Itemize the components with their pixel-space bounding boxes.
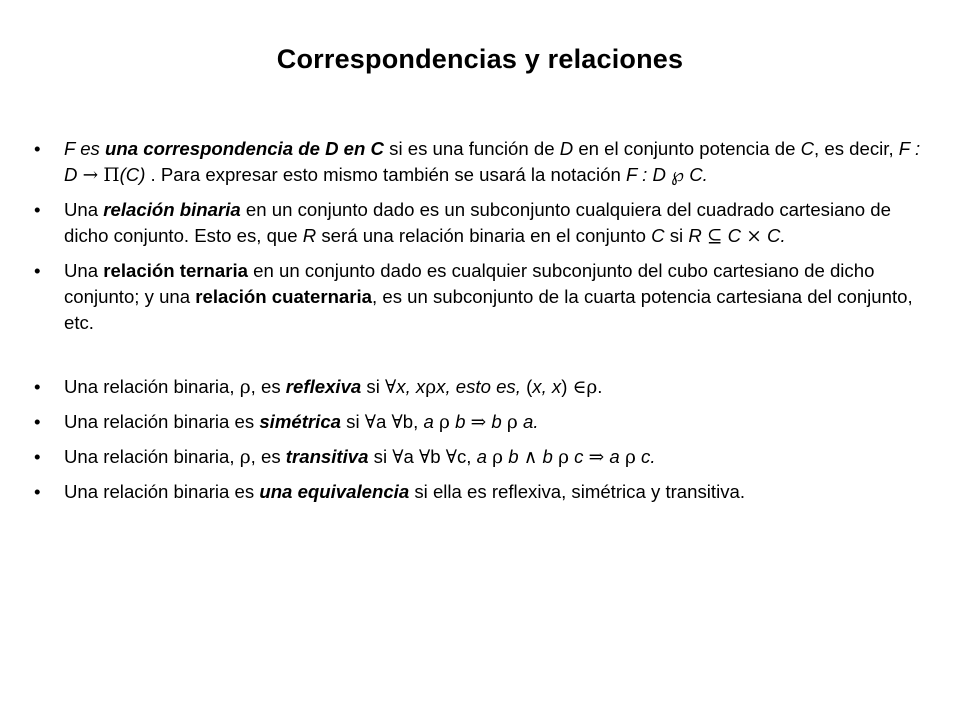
math-symbol: ∀: [364, 412, 377, 433]
math-symbol: ∈: [572, 377, 587, 398]
text-run: .: [597, 376, 603, 397]
text-run: , es decir,: [814, 138, 899, 159]
math-symbol: ⇒: [470, 412, 487, 433]
text-run: Una relación binaria,: [64, 376, 240, 397]
text-run: a: [423, 411, 439, 432]
math-symbol: ρ: [624, 447, 636, 468]
text-run: si: [664, 225, 689, 246]
bullet-item: [34, 374, 924, 401]
math-symbol: ρ: [425, 377, 437, 398]
math-symbol: ∧: [523, 447, 538, 468]
text-run: a: [604, 446, 625, 467]
text-run: relación cuaternaria: [195, 286, 373, 307]
text-run: b: [449, 411, 471, 432]
text-run: reflexiva: [285, 376, 362, 397]
bullet-item: [34, 136, 924, 189]
math-symbol: ρ: [438, 412, 450, 433]
math-symbol: ρ: [558, 447, 570, 468]
text-run: b: [486, 411, 507, 432]
text-run: R: [302, 225, 317, 246]
bullet-item: [34, 409, 924, 436]
bullet-item: [34, 197, 924, 250]
text-run: F es: [64, 138, 105, 159]
text-run: C: [651, 225, 665, 246]
math-symbol: ∀: [385, 377, 397, 398]
text-run: Una: [64, 199, 104, 220]
text-run: será una relación binaria en el conjunto: [316, 225, 652, 246]
text-run: F : D: [64, 138, 921, 185]
text-run: x, x: [396, 376, 426, 397]
text-run: F : D: [625, 164, 672, 185]
math-symbol: ρ: [239, 377, 251, 398]
text-run: Una relación binaria,: [64, 446, 240, 467]
math-symbol: ∀: [445, 447, 457, 468]
math-symbol: ρ: [506, 412, 518, 433]
text-run: si: [368, 446, 393, 467]
math-symbol: ρ: [239, 447, 251, 468]
text-run: si es una función de: [383, 138, 560, 159]
math-symbol: →: [82, 165, 99, 186]
bullet-item: [34, 258, 924, 336]
text-run: en un conjunto dado es cualquier subconjunto del cubo cartesiano de dicho conjunto; y una: [64, 260, 875, 307]
text-run: x, esto es,: [436, 376, 527, 397]
text-run: x, x: [532, 376, 562, 397]
bullet-marker: •: [34, 411, 41, 432]
text-run: , es: [250, 446, 286, 467]
math-symbol: ⊆: [706, 226, 723, 247]
text-run: si: [341, 411, 365, 432]
text-run: b: [503, 446, 524, 467]
bullet-marker: •: [34, 376, 41, 397]
bullet-item: [34, 479, 924, 505]
text-run: c.: [635, 446, 656, 467]
text-run: (: [526, 376, 533, 397]
text-run: relación ternaria: [103, 260, 248, 281]
bullet-marker: •: [34, 446, 41, 467]
math-symbol: ρ: [586, 377, 598, 398]
text-run: C.: [761, 225, 786, 246]
bullet-list: [34, 136, 924, 513]
text-run: simétrica: [259, 411, 342, 432]
math-symbol: ×: [746, 226, 762, 247]
slide-title: Correspondencias y relaciones: [276, 44, 684, 74]
math-symbol: ∀: [419, 447, 431, 468]
text-run: b: [537, 446, 559, 467]
math-symbol: ∀: [392, 447, 404, 468]
text-run: c,: [456, 446, 477, 467]
text-run: D: [559, 138, 574, 159]
bullet-marker: •: [34, 260, 41, 281]
text-run: Una relación binaria es: [64, 411, 260, 432]
text-run: . Para expresar esto mismo también se usará la notación: [145, 164, 626, 185]
text-run: Una: [64, 260, 104, 281]
text-run: C: [800, 138, 815, 159]
bullet-marker: •: [34, 199, 41, 220]
text-run: b,: [402, 411, 424, 432]
text-run: b: [430, 446, 446, 467]
math-symbol: Π: [103, 165, 120, 186]
bullet-marker: •: [34, 138, 41, 159]
text-run: si: [361, 376, 386, 397]
text-run: a: [376, 411, 392, 432]
text-run: a.: [517, 411, 539, 432]
bullet-item: [34, 444, 924, 471]
text-run: una equivalencia: [259, 481, 410, 502]
text-run: R: [688, 225, 707, 246]
text-run: , es un subconjunto de la cuarta potencia cartesiana del conjunto, etc.: [64, 286, 913, 333]
math-symbol: ℘: [671, 165, 685, 186]
bullet-marker: •: [34, 481, 41, 502]
text-run: C: [722, 225, 747, 246]
math-symbol: ∀: [391, 412, 403, 433]
text-run: a: [476, 446, 493, 467]
math-symbol: ρ: [492, 447, 504, 468]
text-run: Una relación binaria es: [64, 481, 260, 502]
text-run: , es: [250, 376, 286, 397]
text-run: ): [561, 376, 573, 397]
text-run: en un conjunto dado es un subconjunto cualquiera del cuadrado cartesiano de dicho conjunto. Esto es, que: [64, 199, 891, 246]
text-run: relación binaria: [103, 199, 241, 220]
text-run: si ella es reflexiva, simétrica y transitiva.: [409, 481, 746, 502]
text-run: transitiva: [285, 446, 369, 467]
text-run: c: [569, 446, 589, 467]
text-run: C.: [684, 164, 708, 185]
math-symbol: ⇒: [588, 447, 605, 468]
text-run: una correspondencia de D en C: [105, 138, 384, 159]
text-run: a: [403, 446, 419, 467]
text-run: en el conjunto potencia de: [573, 138, 801, 159]
text-run: (C): [119, 164, 146, 185]
